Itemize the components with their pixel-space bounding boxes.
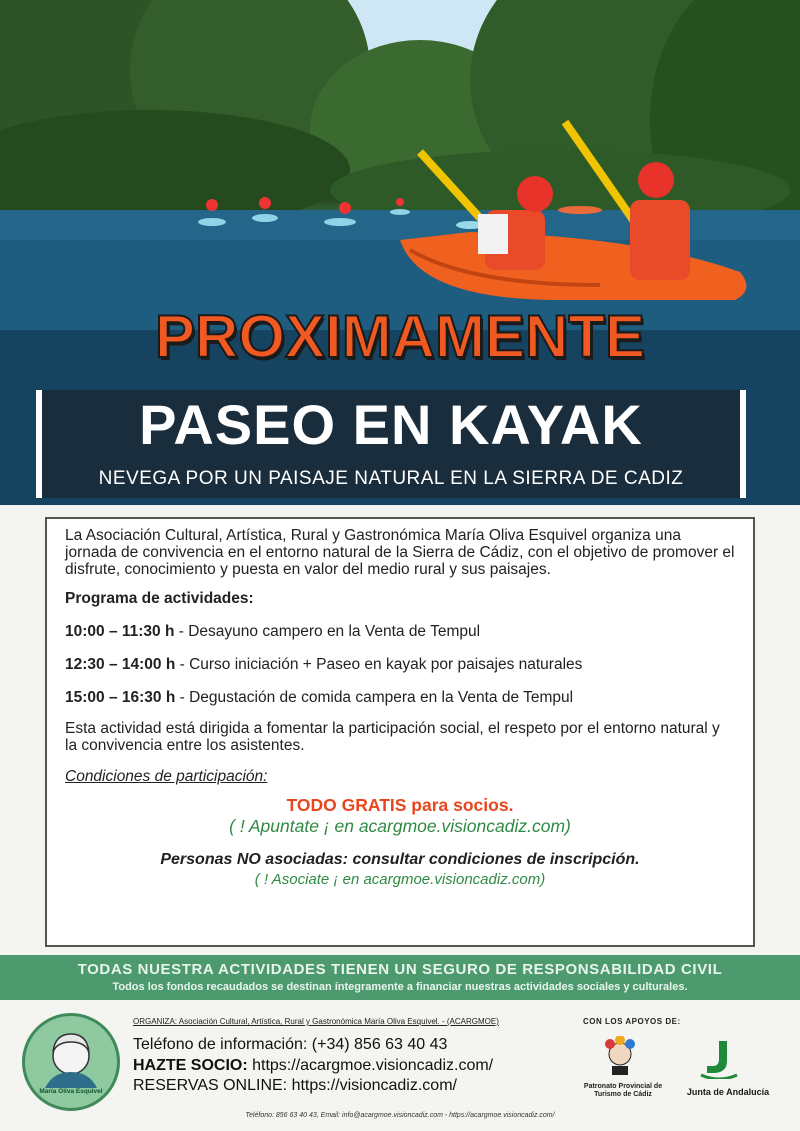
fine-print: Teléfono: 856 63 40 43, Email: info@acargmoe.visioncadiz.com - https://acargmoe.visioncadiz.com/ <box>245 1112 555 1119</box>
organizer-line: ORGANIZA: Asociación Cultural, Artística, Rural y Gastronómica María Oliva Esquivel. - (ACARGMOE) <box>133 1017 499 1026</box>
members-signup-link[interactable]: ( ! Apuntate ¡ en acargmoe.visioncadiz.com) <box>229 816 571 836</box>
program-title: Programa de actividades: <box>65 590 254 607</box>
schedule-time: 15:00 – 16:30 h <box>65 689 176 706</box>
funds-line: Todos los fondos recaudados se destinan íntegramente a financiar nuestras actividades sociales y culturales. <box>112 981 688 993</box>
headline-proximamente: PROXIMAMENTE <box>154 303 646 370</box>
event-subtitle: NEVEGA POR UN PAISAJE NATURAL EN LA SIERRA DE CADIZ <box>98 468 684 489</box>
patronato-label: Patronato Provincial de Turismo de Cádiz <box>583 1083 663 1098</box>
conditions-label: Condiciones de participación: <box>65 768 268 785</box>
insurance-band <box>0 955 800 1000</box>
member-line <box>133 1057 493 1075</box>
insurance-line: TODAS NUESTRA ACTIVIDADES TIENEN UN SEGURO DE RESPONSABILIDAD CIVIL <box>77 961 723 978</box>
patronato-logo-icon <box>590 1036 650 1076</box>
info-phone: Teléfono de información: (+34) 856 63 40 43 <box>133 1036 448 1053</box>
non-members-signup-link[interactable]: ( ! Asociate ¡ en acargmoe.visioncadiz.com) <box>254 871 546 888</box>
member-url[interactable]: https://acargmoe.visioncadiz.com/ <box>247 1057 494 1074</box>
reservations-line[interactable]: RESERVAS ONLINE: https://visioncadiz.com/ <box>133 1077 457 1094</box>
schedule-item <box>65 656 735 673</box>
association-logo <box>22 1013 120 1111</box>
non-members-text: Personas NO asociadas: consultar condiciones de inscripción. <box>160 851 640 868</box>
free-for-members <box>65 797 735 814</box>
schedule-item <box>65 623 735 640</box>
closing-paragraph: Esta actividad está dirigida a fomentar la participación social, el respeto por el entorno natural y la convivencia entre los asistentes. <box>65 720 720 754</box>
event-title: PASEO EN KAYAK <box>139 393 643 456</box>
schedule-desc: - Curso iniciación + Paseo en kayak por paisajes naturales <box>175 656 583 673</box>
junta-label: Junta de Andalucía <box>686 1087 770 1097</box>
schedule-time: 12:30 – 14:00 h <box>65 656 176 673</box>
junta-logo-icon <box>697 1039 741 1079</box>
schedule-desc: - Degustación de comida campera en la Venta de Tempul <box>175 689 574 706</box>
free-dot: . <box>508 795 514 815</box>
logo-name: María Oliva Esquivel <box>39 1088 103 1095</box>
intro-paragraph: La Asociación Cultural, Artística, Rural y Gastronómica María Oliva Esquivel organiza una jornada de convivencia en el entorno natural de la Sierra de Cádiz, con el objetivo de promover el disfrute, conocimiento y puesta en valor del medio rural y sus paisajes. <box>65 527 735 578</box>
member-label: HAZTE SOCIO: <box>133 1057 248 1074</box>
schedule-item <box>65 689 735 706</box>
support-label: CON LOS APOYOS DE: <box>583 1017 681 1026</box>
free-text: TODO GRATIS para socios <box>286 795 509 815</box>
schedule-time: 10:00 – 11:30 h <box>65 623 175 640</box>
info-card <box>45 517 755 947</box>
schedule-desc: - Desayuno campero en la Venta de Tempul <box>174 623 481 640</box>
